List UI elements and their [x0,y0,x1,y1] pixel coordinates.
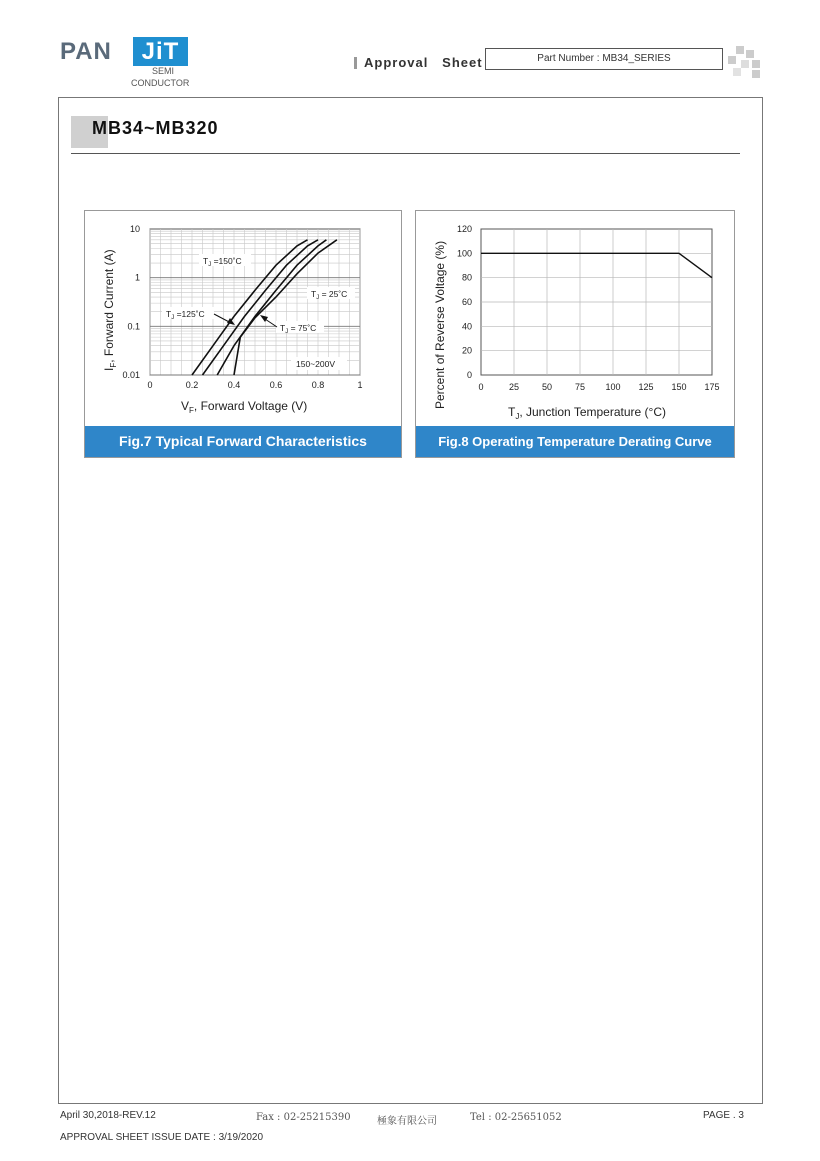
fig8-x-tick: 100 [605,382,621,392]
label-tj150: $T_J$ =150˚C [203,256,242,268]
fig8-chart [416,211,734,426]
fig8-y-tick: 0 [466,370,472,380]
fig8-y-tick: 80 [461,272,472,283]
label-tj125: $T_J$ =125˚C [166,309,205,321]
approval-marker [354,57,357,69]
fig8-y-tick: 40 [461,321,472,332]
fig7-x-tick: 0.4 [227,380,241,390]
logo-pan: PAN [60,38,112,65]
fig7-x-tick: 0 [147,380,153,390]
fig7-x-axis-label: $V_F$, Forward Voltage (V) [181,399,308,415]
fig7-y-axis-label: $I_F$, Forward Current (A) [102,249,118,371]
footer-date-revision: April 30,2018-REV.12 [60,1110,156,1121]
fig7-x-tick: 1 [357,380,363,390]
label-tj75: $T_J$ = 75˚C [280,323,317,335]
fig7-y-tick: 10 [129,224,140,234]
fig7-x-tick: 0.8 [311,380,325,390]
fig8-x-tick: 25 [508,382,520,392]
fig7-y-tick: 1 [134,272,140,283]
footer-page-number: PAGE . 3 [703,1110,744,1121]
fig7-x-tick: 0.2 [185,380,199,390]
fig8-x-axis-label: $T_J$, Junction Temperature (°C) [508,405,666,421]
footer-company: 極象有限公司 [377,1116,437,1127]
title-divider [71,153,740,154]
part-number-box: Part Number : MB34_SERIES [485,48,723,70]
fig8-y-tick: 100 [456,248,472,259]
fig8-x-tick: 0 [478,382,484,392]
label-tj25: $T_J$ = 25˚C [311,289,348,301]
logo-semi: SEMI [152,66,175,76]
fig7-x-tick: 0.6 [269,380,283,390]
fig8-y-tick: 20 [461,345,472,356]
fig8-caption: Fig.8 Operating Temperature Derating Curve [416,426,734,457]
fig7-panel [84,210,402,458]
footer-issue-date: APPROVAL SHEET ISSUE DATE : 3/19/2020 [60,1132,264,1143]
fig7-y-tick: 0.01 [122,370,140,380]
fig7-chart [85,211,401,426]
fig8-panel [415,210,735,458]
footer-tel: Tel : 02-25651052 [470,1112,562,1123]
fig8-y-tick: 60 [461,297,472,307]
logo-jit: JiT [133,37,188,66]
footer-fax: Fax : 02-25215390 [256,1112,351,1123]
logo-conductor: CONDUCTOR [131,78,190,88]
fig8-x-tick: 175 [704,382,720,392]
fig8-x-tick: 75 [574,382,586,392]
fig8-y-tick: 120 [456,224,472,234]
fig8-x-tick: 50 [541,382,553,392]
pixel-decoration [728,46,762,80]
document-title: MB34~MB320 [92,118,219,138]
approval-sheet-label: Approval Sheet [364,55,483,70]
fig8-x-tick: 150 [671,382,687,392]
fig7-voltage-note: 150~200V [296,359,335,369]
fig7-y-tick: 0.1 [127,321,140,332]
fig8-y-axis-label: Percent of Reverse Voltage (%) [433,240,447,409]
fig8-x-tick: 125 [638,382,654,392]
fig7-caption: Fig.7 Typical Forward Characteristics [85,426,401,457]
